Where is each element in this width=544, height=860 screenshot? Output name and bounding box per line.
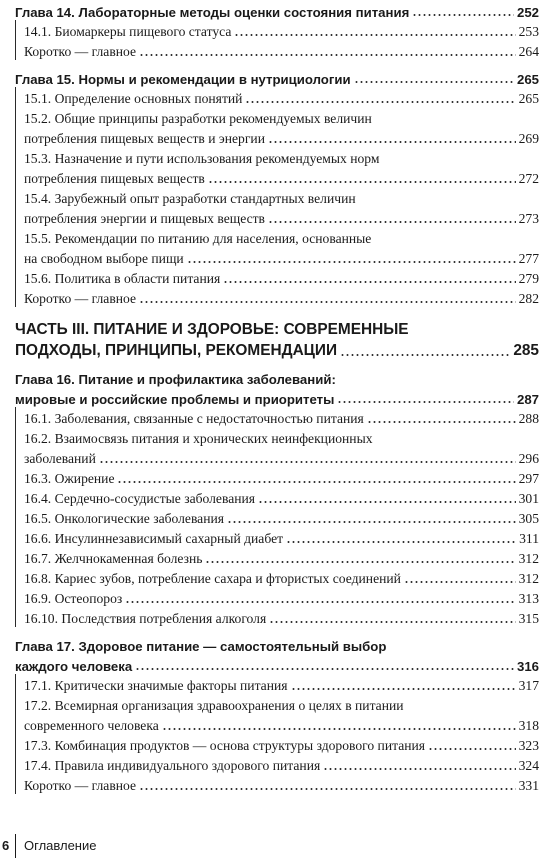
toc-section	[24, 734, 539, 754]
toc-section	[24, 674, 539, 694]
toc-line	[24, 734, 539, 754]
toc-line	[24, 567, 539, 587]
toc-section	[24, 107, 539, 147]
toc-title: мировые и российские проблемы и приоритеты	[15, 392, 335, 407]
toc-section	[24, 20, 539, 40]
toc-title: 16.10. Последствия потребления алкоголя	[24, 611, 267, 626]
toc-part	[15, 318, 539, 360]
toc-title: заболеваний	[24, 451, 96, 466]
toc-page-number: 279	[518, 271, 539, 286]
toc-line	[24, 20, 539, 40]
dot-leader	[354, 81, 514, 83]
toc-title: 14.1. Биомаркеры пищевого статуса	[24, 24, 232, 39]
toc-title: на свободном выборе пищи	[24, 251, 184, 266]
toc-page-number: 312	[518, 571, 539, 586]
toc-title: Глава 14. Лабораторные методы оценки состояния питания	[15, 5, 410, 20]
toc-line	[24, 167, 539, 187]
toc-section	[24, 187, 539, 227]
dot-leader	[340, 354, 510, 356]
toc-page-number: 331	[518, 778, 539, 793]
toc-line	[24, 40, 539, 60]
toc-line	[15, 367, 539, 387]
toc-line	[24, 127, 539, 147]
toc-line	[24, 754, 539, 774]
toc-section	[24, 754, 539, 774]
dot-leader	[286, 541, 516, 543]
toc-title: 17.3. Комбинация продуктов — основа структуры здорового питания	[24, 738, 426, 753]
toc-title: 15.2. Общие принципы разработки рекомендуемых величин	[24, 111, 372, 126]
toc-page-number: 272	[518, 171, 539, 186]
dot-leader	[404, 581, 516, 583]
toc-line	[24, 207, 539, 227]
toc-page-number: 324	[518, 758, 539, 773]
toc-line	[24, 87, 539, 107]
toc-title: 16.9. Остеопороз	[24, 591, 123, 606]
dot-leader	[139, 788, 516, 790]
dot-leader	[208, 181, 516, 183]
toc-title: 17.2. Всемирная организация здравоохранения о целях в питании	[24, 698, 404, 713]
toc-line	[24, 107, 539, 127]
toc-title: Коротко — главное	[24, 778, 137, 793]
toc-title: потребления пищевых веществ	[24, 171, 205, 186]
dot-leader	[139, 54, 516, 56]
toc-title: Коротко — главное	[24, 44, 137, 59]
toc-title: 16.3. Ожирение	[24, 471, 115, 486]
dot-leader	[162, 728, 516, 730]
toc-line	[24, 407, 539, 427]
toc-page-number: 317	[518, 678, 539, 693]
toc-page-number: 273	[518, 211, 539, 226]
dot-leader	[268, 141, 516, 143]
toc-page-number: 253	[518, 24, 539, 39]
dot-leader	[125, 601, 515, 603]
toc-line	[24, 547, 539, 567]
toc-line	[24, 507, 539, 527]
toc-page-number: 288	[518, 411, 539, 426]
dot-leader	[291, 688, 516, 690]
toc-line	[24, 447, 539, 467]
toc-line	[24, 187, 539, 207]
dot-leader	[187, 261, 516, 263]
toc-line	[24, 427, 539, 447]
toc-line	[24, 247, 539, 267]
toc-page-number: 318	[518, 718, 539, 733]
dot-leader	[269, 621, 515, 623]
toc-chapter	[15, 367, 539, 407]
toc-line	[24, 147, 539, 167]
toc-title: 16.8. Кариес зубов, потребление сахара и фтористых соединений	[24, 571, 401, 586]
toc-chapter	[15, 634, 539, 674]
toc-section	[24, 467, 539, 487]
toc-title: каждого человека	[15, 659, 133, 674]
toc-line	[24, 607, 539, 627]
dot-leader	[428, 748, 516, 750]
toc-line	[24, 714, 539, 734]
toc-title: 16.5. Онкологические заболевания	[24, 511, 225, 526]
toc-section	[24, 227, 539, 267]
toc-title: 16.1. Заболевания, связанные с недостаточностью питания	[24, 411, 364, 426]
toc-section	[24, 40, 539, 60]
running-header-label: Оглавление	[24, 838, 97, 853]
page-footer	[0, 830, 544, 860]
toc-title: 15.1. Определение основных понятий	[24, 91, 243, 106]
toc-section	[24, 547, 539, 567]
toc-page-number: 297	[518, 471, 539, 486]
toc-section	[24, 507, 539, 527]
toc-line	[15, 0, 539, 20]
toc-line	[15, 67, 539, 87]
dot-leader	[258, 501, 516, 503]
dot-leader	[223, 281, 515, 283]
dot-leader	[227, 521, 516, 523]
toc-page-number: 277	[518, 251, 539, 266]
page-number: 6	[2, 838, 10, 853]
toc-section	[24, 407, 539, 427]
dot-leader	[367, 421, 516, 423]
toc-section	[24, 587, 539, 607]
toc-section	[24, 87, 539, 107]
toc-title: 15.5. Рекомендации по питанию для населения, основанные	[24, 231, 372, 246]
section-group	[15, 674, 539, 794]
section-group	[15, 20, 539, 60]
dot-leader	[205, 561, 515, 563]
toc-title: Коротко — главное	[24, 291, 137, 306]
dot-leader	[117, 481, 515, 483]
toc-line	[24, 694, 539, 714]
dot-leader	[245, 101, 515, 103]
dot-leader	[268, 221, 516, 223]
toc-chapter	[15, 67, 539, 87]
toc-page-number: 264	[518, 44, 539, 59]
toc-section	[24, 147, 539, 187]
toc-title: 16.6. Инсулиннезависимый сахарный диабет	[24, 531, 284, 546]
toc-line	[15, 318, 539, 339]
toc-title: Глава 17. Здоровое питание — самостоятельный выбор	[15, 639, 387, 654]
toc-page-number: 311	[519, 531, 539, 546]
toc-line	[24, 287, 539, 307]
toc-section	[24, 487, 539, 507]
toc-section	[24, 267, 539, 287]
section-group	[15, 407, 539, 627]
toc-title: современного человека	[24, 718, 159, 733]
toc-page-number: 282	[518, 291, 539, 306]
toc-page-number: 313	[518, 591, 539, 606]
toc-line	[24, 587, 539, 607]
toc-line	[15, 387, 539, 407]
toc-section	[24, 607, 539, 627]
toc-title: ЧАСТЬ III. ПИТАНИЕ И ЗДОРОВЬЕ: СОВРЕМЕННЫЕ	[15, 321, 409, 338]
toc-page-number: 323	[518, 738, 539, 753]
footer-divider	[15, 834, 16, 858]
toc-section	[24, 774, 539, 794]
toc-line	[24, 267, 539, 287]
toc-title: ПОДХОДЫ, ПРИНЦИПЫ, РЕКОМЕНДАЦИИ	[15, 342, 338, 359]
toc-line	[24, 487, 539, 507]
toc-line	[24, 774, 539, 794]
toc-page-number: 316	[516, 659, 539, 674]
toc-title: 16.7. Желчнокаменная болезнь	[24, 551, 203, 566]
toc-page-number: 312	[518, 551, 539, 566]
toc-line	[15, 654, 539, 674]
toc-title: Глава 15. Нормы и рекомендации в нутрициологии	[15, 72, 351, 87]
toc-title: Глава 16. Питание и профилактика заболеваний:	[15, 372, 336, 387]
toc-title: потребления энергии и пищевых веществ	[24, 211, 265, 226]
toc-page-number: 265	[516, 72, 539, 87]
toc-line	[15, 339, 539, 360]
section-group	[15, 87, 539, 307]
toc-page-number: 252	[516, 5, 539, 20]
dot-leader	[323, 768, 515, 770]
toc-title: 15.6. Политика в области питания	[24, 271, 221, 286]
toc-title: 15.4. Зарубежный опыт разработки стандартных величин	[24, 191, 356, 206]
toc-line	[24, 467, 539, 487]
toc-page-number: 305	[518, 511, 539, 526]
toc-page-number: 285	[513, 342, 539, 359]
toc-chapter	[15, 0, 539, 20]
dot-leader	[139, 301, 516, 303]
table-of-contents	[15, 0, 539, 794]
toc-section	[24, 694, 539, 734]
toc-section	[24, 287, 539, 307]
dot-leader	[135, 668, 514, 670]
toc-title: 17.4. Правила индивидуального здорового питания	[24, 758, 321, 773]
toc-page-number: 287	[516, 392, 539, 407]
toc-page-number: 296	[518, 451, 539, 466]
toc-page-number: 265	[518, 91, 539, 106]
toc-section	[24, 567, 539, 587]
toc-title: 17.1. Критически значимые факторы питания	[24, 678, 288, 693]
toc-title: 16.4. Сердечно-сосудистые заболевания	[24, 491, 256, 506]
toc-title: 16.2. Взаимосвязь питания и хронических неинфекционных	[24, 431, 373, 446]
toc-line	[24, 674, 539, 694]
toc-section	[24, 427, 539, 467]
toc-section	[24, 527, 539, 547]
dot-leader	[412, 14, 514, 16]
toc-title: потребления пищевых веществ и энергии	[24, 131, 265, 146]
toc-title: 15.3. Назначение и пути использования рекомендуемых норм	[24, 151, 380, 166]
toc-page-number: 315	[518, 611, 539, 626]
dot-leader	[234, 34, 515, 36]
toc-page-number: 301	[518, 491, 539, 506]
dot-leader	[337, 401, 514, 403]
dot-leader	[99, 461, 516, 463]
toc-line	[24, 527, 539, 547]
toc-line	[24, 227, 539, 247]
toc-page-number: 269	[518, 131, 539, 146]
toc-line	[15, 634, 539, 654]
